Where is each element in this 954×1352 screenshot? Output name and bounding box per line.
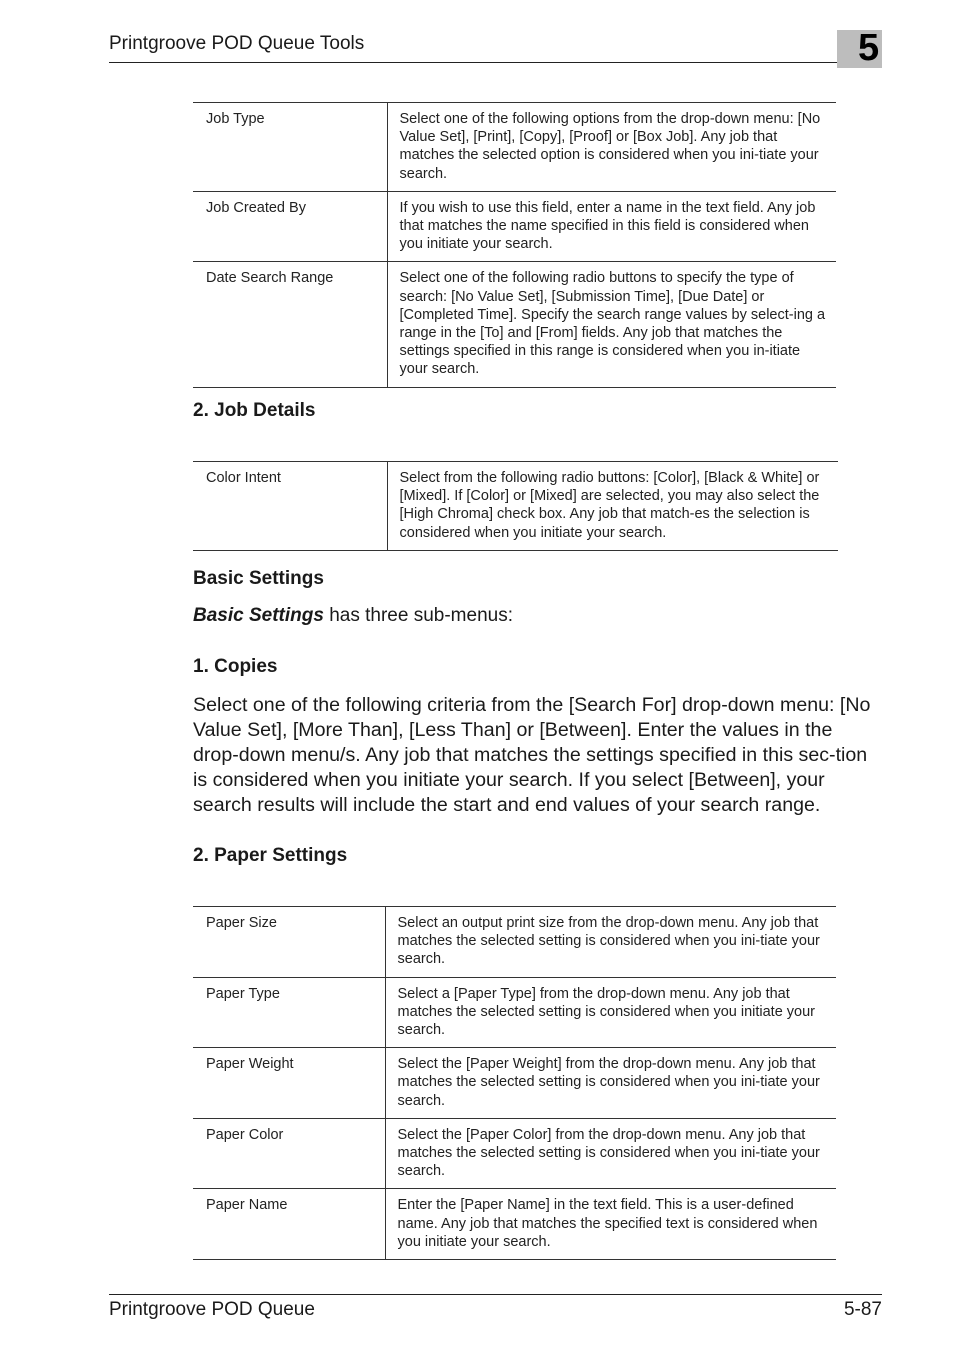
table-row xyxy=(193,907,836,978)
row-label: Paper Size xyxy=(193,907,385,978)
row-description: Select one of the following radio buttons to specify the type of search: [No Value Set], [Submission Time], [Due Date] or [Completed Time]. Specify the search range values by select-ing a range in the [To] and [From] fields. Any job that matches the settings specified in this range is considered when you in-itiate your search. xyxy=(399,270,826,378)
row-description: Select from the following radio buttons: [Color], [Black & White] or [Mixed]. If [Color] or [Mixed] are selected, you may also select the [High Chroma] check box. Any job that match-es the selection is considered when you initiate your search. xyxy=(399,470,820,541)
footer-title: Printgroove POD Queue xyxy=(109,1299,315,1320)
table-row xyxy=(193,262,836,387)
row-description: If you wish to use this field, enter a name in the text field. Any job that matches the name specified in this field is considered when you initiate your search. xyxy=(399,199,816,253)
running-header-title: Printgroove POD Queue Tools xyxy=(109,33,365,54)
copies-heading: 1. Copies xyxy=(193,656,278,677)
row-label: Paper Color xyxy=(193,1118,385,1189)
page-number: 5-87 xyxy=(843,1299,882,1320)
table-row xyxy=(193,462,838,551)
row-label: Paper Type xyxy=(193,977,385,1048)
row-description: Select the [Paper Color] from the drop-down menu. Any job that matches the selected setting is considered when you ini-tiate your search. xyxy=(397,1126,820,1180)
row-description: Select one of the following options from the drop-down menu: [No Value Set], [Print], [Copy], [Proof] or [Box Job]. Any job that matches the selected option is considered when you ini-tiate your search. xyxy=(399,111,821,182)
basic-settings-heading: Basic Settings xyxy=(193,568,324,589)
table-row xyxy=(193,977,836,1048)
job-details-table xyxy=(193,461,838,551)
chapter-number: 5 xyxy=(858,27,880,69)
table-row xyxy=(193,191,836,262)
intro-emphasis: Basic Settings xyxy=(193,605,324,626)
paper-settings-table xyxy=(193,906,836,1260)
row-label: Job Type xyxy=(193,103,387,192)
row-label: Paper Weight xyxy=(193,1048,385,1119)
row-description: Select a [Paper Type] from the drop-down menu. Any job that matches the selected setting is considered when you initiate your search. xyxy=(397,985,816,1039)
row-description: Select an output print size from the drop-down menu. Any job that matches the selected setting is considered when you ini-tiate your search. xyxy=(397,915,820,968)
basic-settings-intro xyxy=(193,605,513,627)
table-row xyxy=(193,103,836,192)
copies-paragraph: Select one of the following criteria from the [Search For] drop-down menu: [No Value Set], [More Than], [Less Than] or [Between]. Enter the values in the drop-down menu/s. Any job that matches the settings specified in this sec-tion is considered when you initiate your search. If you select [Between], your search results will include the start and end values of your search range. xyxy=(193,694,871,816)
table-row xyxy=(193,1048,836,1119)
paper-settings-heading: 2. Paper Settings xyxy=(193,845,348,866)
intro-text: has three sub-menus: xyxy=(323,605,513,626)
row-description: Enter the [Paper Name] in the text field. This is a user-defined name. Any job that matches the specified text is considered when you initiate your search. xyxy=(397,1197,818,1250)
row-label: Paper Name xyxy=(193,1189,385,1260)
row-label: Job Created By xyxy=(193,191,387,262)
job-details-heading: 2. Job Details xyxy=(193,400,316,421)
row-label: Color Intent xyxy=(193,462,387,551)
row-description: Select the [Paper Weight] from the drop-down menu. Any job that matches the selected setting is considered when you ini-tiate your search. xyxy=(397,1056,820,1109)
table-row xyxy=(193,1118,836,1189)
table-row xyxy=(193,1189,836,1260)
footer-divider xyxy=(109,1294,882,1295)
search-criteria-table xyxy=(193,102,836,388)
row-label: Date Search Range xyxy=(193,262,387,387)
header-divider xyxy=(109,62,837,63)
